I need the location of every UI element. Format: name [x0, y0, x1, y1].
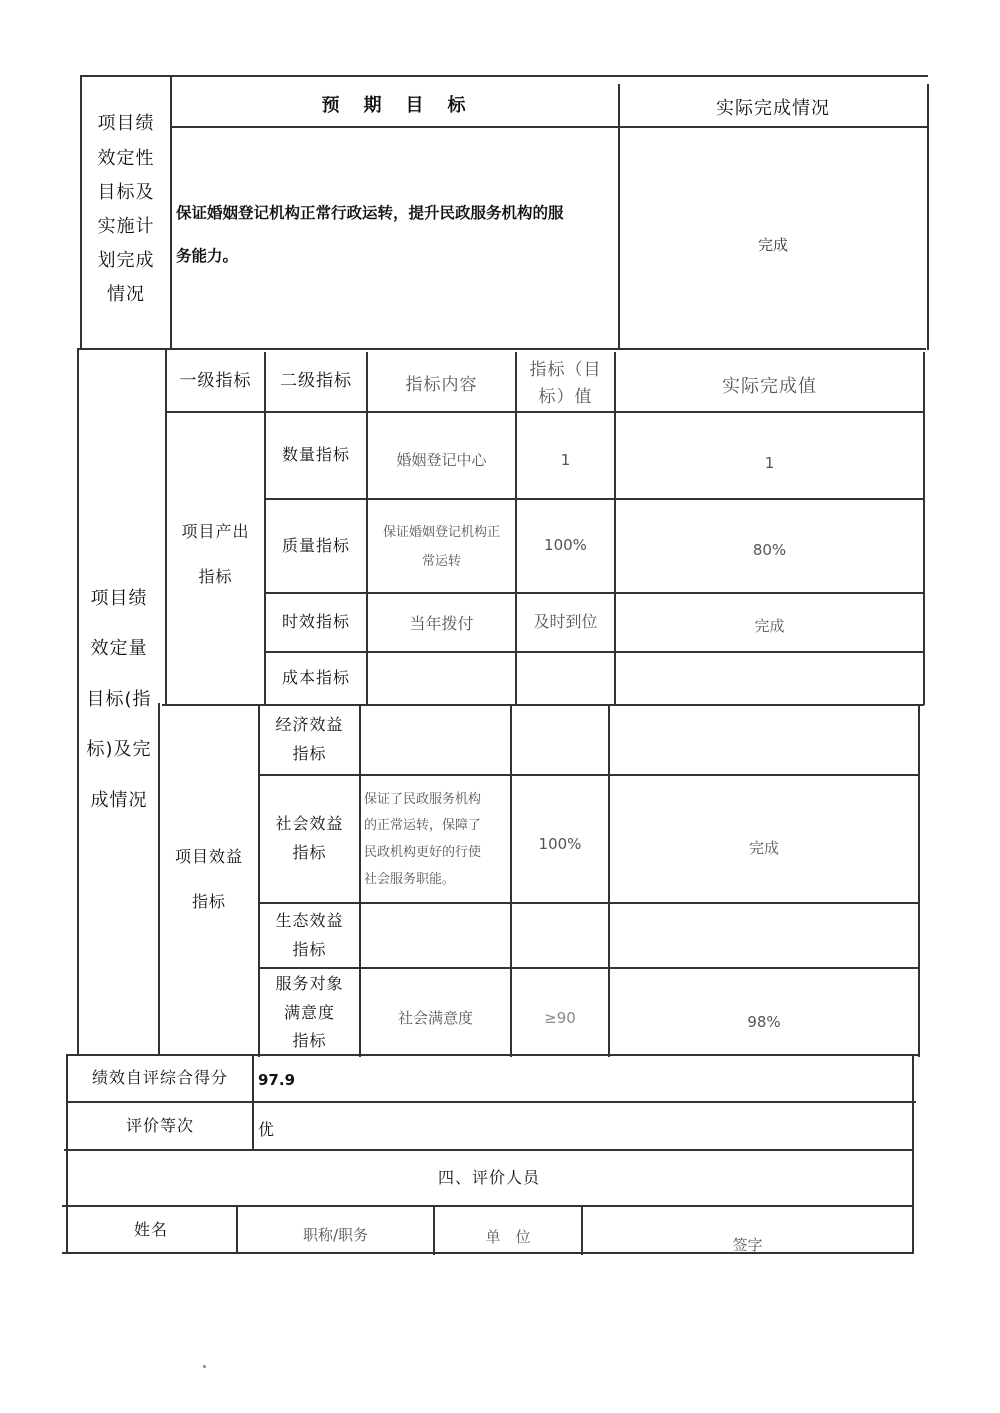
group-output-indicators: 项目产出 指标 [181, 522, 250, 586]
header-actual-value: 实际完成值 [722, 375, 817, 397]
row-economic-level2: 经济效益 指标 [275, 715, 344, 763]
row-social-level2: 社会效益 指标 [275, 814, 344, 862]
header-level2-indicator: 二级指标 [280, 370, 352, 391]
row-satisfaction-content: 社会满意度 [397, 1008, 473, 1027]
actual-completion-value: 完成 [757, 235, 788, 254]
overall-score-value: 97.9 [258, 1071, 296, 1090]
header-target-value: 指标（目 标）值 [529, 359, 602, 407]
overall-score-label: 绩效自评综合得分 [91, 1068, 228, 1088]
row-satisfaction-level2: 服务对象 满意度 指标 [275, 973, 344, 1051]
expected-goal-line-1: 保证婚姻登记机构正常行政运转，提升民政服务机构的服 [176, 203, 564, 222]
row-satisfaction-actual: 98% [747, 1012, 781, 1031]
row-quality-level2: 质量指标 [281, 535, 350, 555]
header-level1-indicator: 一级指标 [179, 370, 252, 391]
header-indicator-content: 指标内容 [405, 374, 478, 395]
row-cost-level2: 成本指标 [281, 668, 350, 688]
expected-goal-header: 预 期 目 标 [321, 94, 469, 116]
quantitative-section-label: 项目绩 效定量 目标(指 标)及完 成情况 [86, 588, 152, 811]
row-quality-target: 100% [544, 535, 587, 554]
row-social-content: 保证了民政服务机构 的正常运转，保障了 民政机构更好的行使 社会服务职能。 [364, 791, 482, 887]
qualitative-section-label: 项目绩 效定性 目标及 实施计 划完成 情况 [97, 113, 155, 306]
row-quality-actual: 80% [752, 540, 787, 559]
expected-goal-line-2: 务能力。 [176, 247, 239, 265]
grade-value: 优 [258, 1119, 276, 1139]
actual-completion-header: 实际完成情况 [716, 97, 830, 119]
evaluator-col-unit: 单 位 [485, 1227, 531, 1246]
row-timeliness-level2: 时效指标 [281, 612, 350, 632]
row-quantity-actual: 1 [764, 453, 775, 472]
row-quantity-target: 1 [560, 451, 571, 470]
row-timeliness-target: 及时到位 [533, 612, 598, 632]
row-satisfaction-target: ≥90 [544, 1008, 576, 1027]
evaluator-col-title: 职称/职务 [302, 1225, 369, 1244]
row-timeliness-actual: 完成 [754, 617, 785, 636]
row-ecological-level2: 生态效益 指标 [275, 910, 344, 959]
row-social-target: 100% [538, 834, 582, 853]
row-quality-content: 保证婚姻登记机构正 常运转 [382, 525, 500, 569]
evaluator-col-name: 姓名 [133, 1219, 168, 1239]
evaluators-section-title: 四、评价人员 [437, 1167, 540, 1187]
row-social-actual: 完成 [748, 838, 779, 857]
row-timeliness-content: 当年拨付 [409, 614, 474, 634]
group-benefit-indicators: 项目效益 指标 [174, 847, 243, 911]
row-quantity-content: 婚姻登记中心 [396, 451, 487, 470]
scan-speck [203, 1365, 206, 1368]
evaluator-col-sign: 签字 [732, 1235, 763, 1254]
grade-label: 评价等次 [125, 1115, 194, 1135]
row-quantity-level2: 数量指标 [281, 445, 350, 465]
expected-goal-text [176, 190, 616, 280]
